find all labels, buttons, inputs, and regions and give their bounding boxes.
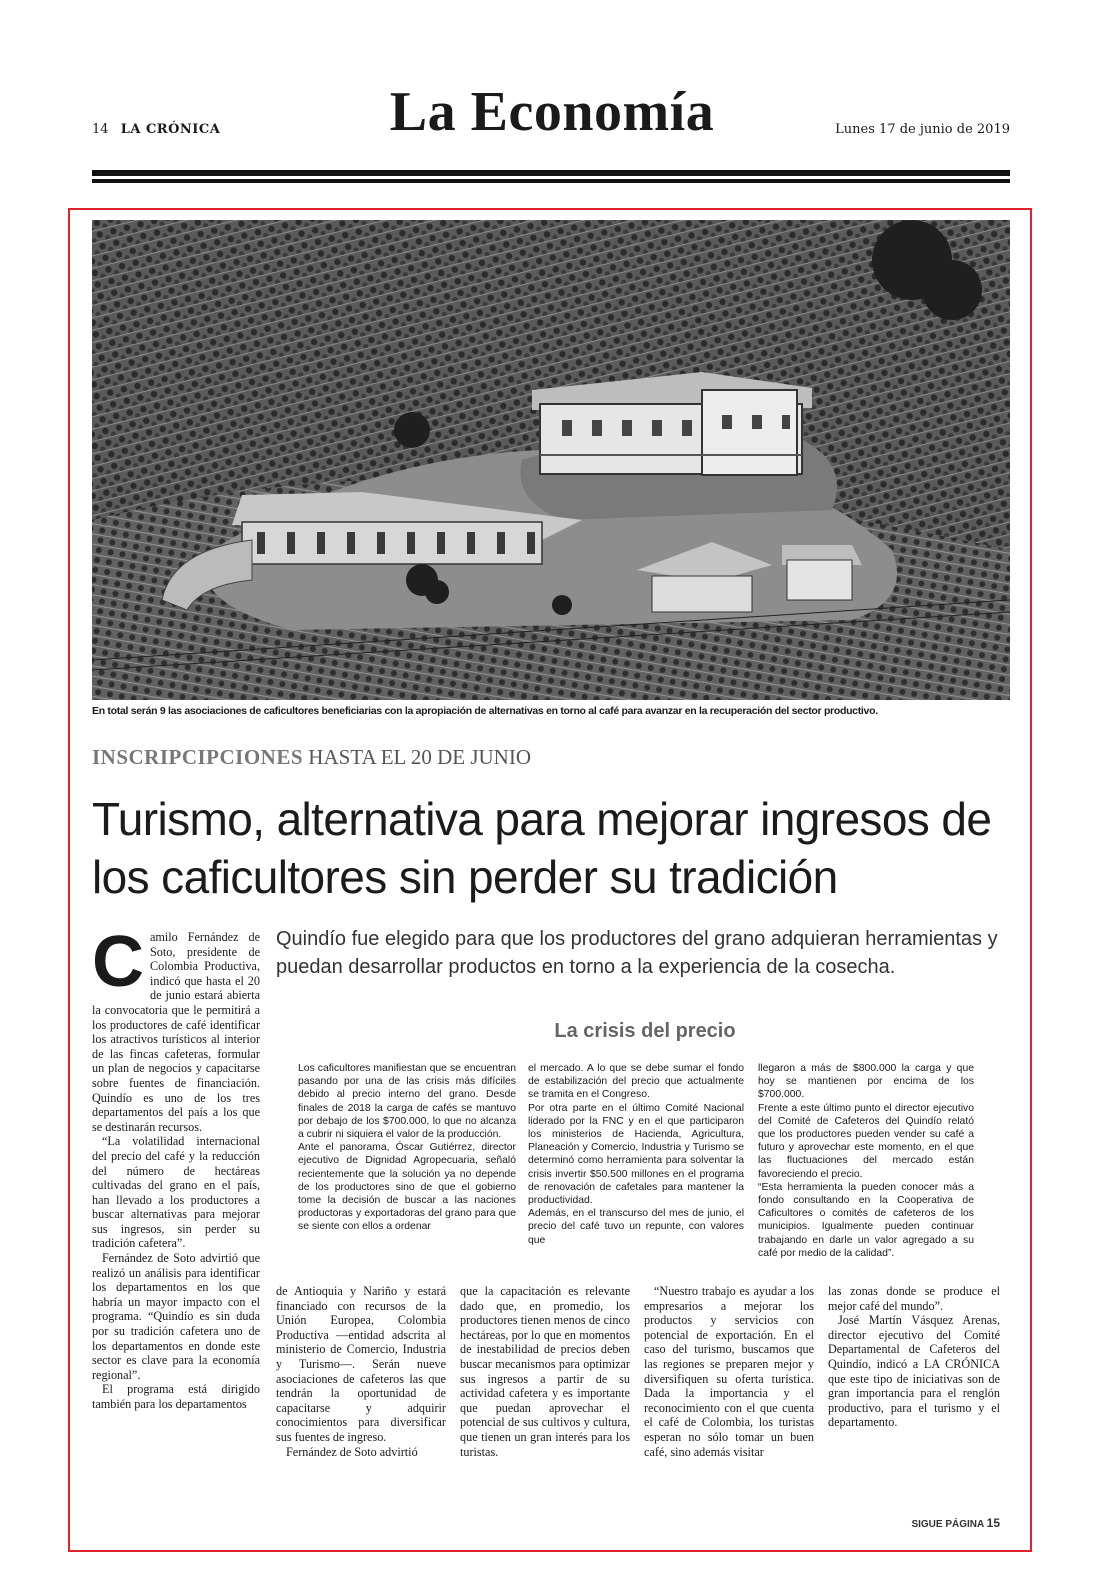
article-paragraph: El programa está dirigido también para los departamentos: [92, 1382, 260, 1411]
article-column-2: [276, 1284, 446, 1459]
sidebar-column-1: [298, 1062, 516, 1234]
coffee-farm-photo: [92, 220, 1010, 700]
article-paragraph: que la capacitación es relevante dado que, en promedio, los productores tienen menos de cinco hectáreas, por lo que en momentos de inestabilidad de precios deben buscar mecanismos para optimizar sus ingresos a partir de su actividad cafetera y es importante que puedan aprovechar el potencial de sus cultivos y cultura, que tienen un gran interés para los turistas.: [460, 1284, 630, 1459]
sidebar-paragraph: Los caficultores manifiestan que se encuentran pasando por una de las crisis más difíciles debido al precio interno del grano. Desde finales de 2018 la carga de cafés se mantuvo por debajo de los $700.000, lo que no alcanza a cubrir ni siquiera el valor de la producción.: [298, 1063, 516, 1141]
sidebar-paragraph: Además, en el transcurso del mes de junio, el precio del café tuvo un repunte, con valores que: [528, 1208, 744, 1246]
article-column-3: [460, 1284, 630, 1459]
article-paragraph: “Nuestro trabajo es ayudar a los empresarios a mejorar los productos y servicios con potencial de exportación. En el caso del turismo, buscamos que las regiones se preparen mejor y diversifiquen su oferta turística. Dada la importancia y el reconocimiento con el que cuenta el café de Colombia, los turistas esperan no sólo tomar un buen café, sino además visitar: [644, 1284, 814, 1459]
sidebar-paragraph: el mercado. A lo que se debe sumar el fondo de estabilización del precio que actualmente se tramita en el Congreso.: [528, 1063, 744, 1101]
photo-caption: En total serán 9 las asociaciones de caficultores beneficiarias con la apropiación de alternativas en torno al café para avanzar en la recuperación del sector productivo.: [92, 705, 878, 717]
article-paragraph: Camilo Fernández de Soto, presidente de Colombia Productiva, indicó que hasta el 20 de junio estará abierta la convocatoria que le permitirá a los productores de café identificar los atractivos turísticos al interior de las fincas cafeteras, formular un plan de negocios y capacitarse sobre fuentes de financiación. Quindío es uno de los tres departamentos del país a los que se destinarán recursos.: [92, 922, 260, 1134]
sidebar-paragraph: “Esta herramienta la pueden conocer más a fondo consultando en la Cooperativa de Caficultores o comités de cafeteros de los municipios. Igualmente pueden continuar trabajando en darle un valor agregado a su café por medio de la calidad”.: [758, 1181, 974, 1259]
sidebar-column-2: [528, 1062, 744, 1247]
sidebar-paragraph: Ante el panorama, Óscar Gutiérrez, director ejecutivo de Dignidad Agropecuaria, señaló recientemente que la solución ya no depende de los productores sino de que el gobierno tome la decisión de buscar a las naciones productoras y exportadoras del grano para que se siente con ellos a ordenar: [298, 1142, 516, 1233]
section-title: La Economía: [389, 81, 715, 143]
article-column-1: [92, 922, 260, 1412]
article-paragraph: “La volatilidad internacional del precio del café y la reducción del número de hectáreas cultivadas del grano en el país, han llevado a los productores a buscar alternativas para mejorar sus ingresos, sin perder su tradición cafetera”.: [92, 1134, 260, 1251]
article-headline: Turismo, alternativa para mejorar ingresos de los caficultores sin perder su tradición: [92, 793, 992, 903]
sidebar-title: La crisis del precio: [554, 1020, 736, 1042]
kicker-text: HASTA EL 20 DE JUNIO: [308, 745, 531, 769]
article-paragraph: las zonas donde se produce el mejor café del mundo”.: [828, 1284, 1000, 1313]
article-paragraph: Fernández de Soto advirtió: [286, 1444, 418, 1459]
article-kicker: [92, 745, 531, 770]
continued-on-page: [911, 1516, 1000, 1530]
sidebar-paragraph: llegaron a más de $800.000 la carga y que hoy se mantienen por encima de los $700.000.: [758, 1063, 974, 1101]
article-paragraph: José Martín Vásquez Arenas, director ejecutivo del Comité Departamental de Cafeteros del Quindío, indicó a LA CRÓNICA que este tipo de iniciativas son de gran importancia para el renglón productivo, para el turismo y el departamento.: [828, 1313, 1000, 1430]
article-paragraph: de Antioquia y Nariño y estará financiado con recursos de la Unión Europea, Colombia Productiva —entidad adscrita al ministerio de Comercio, Industria y Turismo—. Serán nueve asociaciones de cafeteros las que tendrán la oportunidad de capacitarse y adquirir conocimientos para diversificar sus fuentes de ingreso.: [276, 1284, 446, 1444]
continued-page-number: 15: [986, 1516, 1000, 1530]
coffee-farm-illustration: [92, 220, 1010, 700]
sidebar-paragraph: Frente a este último punto el director ejecutivo del Comité de Cafeteros del Quindío relató que los productores pueden vender su café a futuro y aprovechar este momento, en el que las fluctuaciones del mercado están favoreciendo el precio.: [758, 1102, 974, 1180]
kicker-highlight: INSCRIPCIPCIONES: [92, 745, 304, 769]
publication-name: LA CRÓNICA: [120, 122, 221, 137]
article-subhead: Quindío fue elegido para que los productores del grano adquieran herramientas y puedan desarrollar productos en torno a la experiencia de la cosecha.: [276, 928, 998, 978]
continued-label: SIGUE PÁGINA: [911, 1519, 984, 1530]
sidebar-column-3: [758, 1062, 974, 1260]
issue-date: Lunes 17 de junio de 2019: [835, 122, 1010, 137]
article-column-4: [644, 1284, 814, 1459]
header-rule-secondary: [92, 179, 1010, 183]
drop-cap: C: [92, 922, 144, 1002]
page-number: 14: [92, 122, 109, 137]
sidebar-paragraph: Por otra parte en el último Comité Nacional liderado por la FNC y en el que participaron los ministerios de Hacienda, Agricultura, Planeación y Comercio, Industria y Turismo se determinó como herramienta para solventar la crisis invertir $50.500 millones en el programa de renovación de cafetales para mantener la productividad.: [528, 1102, 744, 1207]
article-column-5: [828, 1284, 1000, 1430]
article-paragraph: Fernández de Soto advirtió que realizó un análisis para identificar los departamentos en los que habría un mayor impacto con el programa. “Quindío es sin duda por su tradición cafetera uno de los departamentos en donde este sector es clave para la economía regional”.: [92, 1251, 260, 1382]
header-rule: [92, 170, 1010, 176]
